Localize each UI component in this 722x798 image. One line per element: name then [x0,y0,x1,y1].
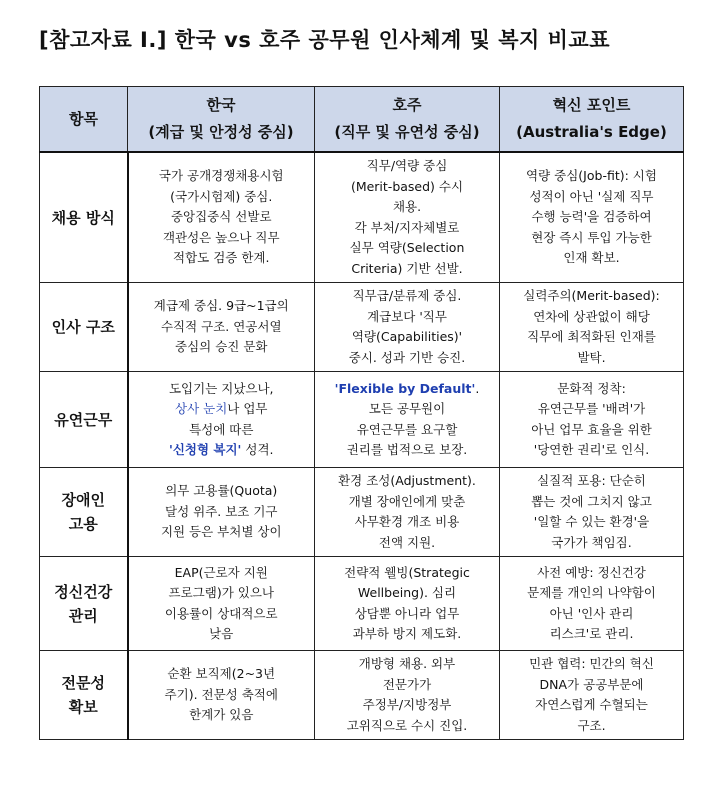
cell-line: 전략적 웰빙(Strategic [344,564,470,580]
table-header [40,87,684,153]
header-row [40,87,684,153]
cell-line: 각 부처/지자체별로 [354,219,460,235]
header-australia [315,87,500,153]
cell-line: 주정부/지방정부 [362,697,452,712]
row-item-label: 전문성 [61,674,105,692]
cell-line: 객관성은 높으나 직무 [162,229,280,245]
row-item-cell [40,557,128,651]
cell-line: 프로그램)가 있으나 [168,585,274,600]
table-row-flexible-work [40,372,684,468]
cell-line: 환경 조성(Adjustment). [338,473,476,488]
korea-cell [128,283,315,372]
cell-line: (Merit-based) 수시 [350,178,464,194]
australia-cell [315,152,500,283]
korea-cell [128,152,315,283]
cell-line: 낮음 [209,626,234,641]
row-item-label: 확보 [68,698,98,716]
row-item-cell [40,651,128,740]
table-row-personnel-structure [40,283,684,372]
header-australia-title: 호주 [392,96,422,114]
cell-line: 전액 지원. [378,534,436,550]
innovation-cell [500,468,684,557]
cell-line: 특성에 따른 [189,421,254,437]
cell-line: 문제를 개인의 나약함이 [527,585,656,600]
cell-line: 의무 고용률(Quota) [165,483,278,499]
cell-line: 중심의 승진 문화 [175,339,268,355]
australia-cell [315,283,500,372]
cell-line: 전문가가 [382,676,432,692]
row-item-label: 인사 구조 [51,318,115,336]
header-innovation-title: 혁신 포인트 [552,96,631,114]
cell-line: 과부하 방지 제도화. [352,626,462,641]
cell-line: 중앙집중식 선발로 [170,209,272,225]
cell-line: 사전 예방: 정신건강 [537,564,646,580]
header-australia-subtitle: (직무 및 유연성 중심) [334,123,480,141]
cell-line: 인재 확보. [563,250,620,266]
table-row-expertise [40,651,684,740]
innovation-cell [500,283,684,372]
korea-cell [128,651,315,740]
cell-line: 유연근무를 요구할 [356,421,458,437]
cell-line: Wellbeing). 심리 [357,585,457,600]
cell-line: 채용. [392,199,422,214]
cell-line: 직무에 최적화된 인재를 [527,329,656,344]
cell-line: 직무급/분류제 중심. [352,288,462,303]
cell-line: 실무 역량(Selection [349,240,465,255]
row-item-label: 정신건강 [54,582,113,601]
header-item-label: 항목 [69,109,98,128]
row-item-label: 채용 방식 [51,208,115,227]
cell-line: 발탁. [577,349,606,365]
cell-line: 국가 공개경쟁채용시험 [158,168,284,184]
innovation-cell [500,651,684,740]
cell-line: 고위직으로 수시 진입. [346,717,468,733]
cell-line: 도입기는 지났으나, [168,380,274,396]
row-item-label: 유연근무 [54,410,113,429]
row-item-cell [40,152,128,283]
cell-line: 달성 위주. 보조 기구 [165,503,278,519]
highlight-text: '신청형 복지' [169,442,242,457]
cell-line: 이용률이 상대적으로 [164,605,278,621]
header-innovation-subtitle: (Australia's Edge) [516,123,667,141]
table-row-disability-employment [40,468,684,557]
cell-line: DNA가 공공부문에 [539,676,644,692]
australia-cell [315,372,500,468]
innovation-cell [500,557,684,651]
cell-line: 아닌 '인사 관리 [549,605,634,621]
cell-line [321,379,493,400]
cell-line: EAP(근로자 지원 [174,564,268,580]
cell-line: 성적이 아닌 '실제 직무 [529,188,654,204]
australia-cell [315,468,500,557]
cell-line: 직무/역량 중심 [366,158,448,173]
cell-line: 수직적 구조. 연공서열 [160,318,282,334]
table-row-mental-health [40,557,684,651]
cell-line: 한계가 있음 [189,707,254,723]
cell-line: 사무환경 개조 비용 [354,514,460,529]
cell-line: Criteria) 기반 선발. [351,260,463,276]
highlight-text: 'Flexible by Default' [334,380,476,396]
cell-line: 연차에 상관없이 해당 [533,308,650,324]
cell-line: 권리를 법적으로 보장. [346,442,468,457]
cell-text: 성격. [241,442,274,457]
cell-line: '당연한 권리'로 인식. [533,442,650,457]
australia-cell [315,651,500,740]
cell-line: 국가가 책임짐. [551,534,632,550]
cell-line: 뽑는 것에 그치지 않고 [531,493,652,509]
table-row-recruitment [40,152,684,283]
cell-line: 민관 협력: 민간의 혁신 [529,656,654,671]
highlight-text: 상사 눈치 [175,401,228,416]
cell-line: 유연근무를 '배려'가 [537,401,646,416]
australia-cell [315,557,500,651]
innovation-cell [500,152,684,283]
row-item-label: 관리 [68,606,98,625]
row-item-cell [40,283,128,372]
korea-cell [128,372,315,468]
cell-line: 자연스럽게 수혈되는 [535,697,648,712]
korea-cell [128,557,315,651]
cell-text: . [475,380,480,396]
cell-line: 현장 즉시 투입 가능한 [531,229,652,245]
cell-line: 적합도 검증 한계. [173,250,270,266]
cell-line: 순환 보직제(2~3년 [167,666,276,682]
korea-cell [128,468,315,557]
cell-line: 중시. 성과 기반 승진. [348,349,466,365]
cell-line: 아닌 업무 효율을 위한 [531,421,652,437]
cell-line: 개방형 채용. 외부 [358,656,456,671]
cell-line: 상담뿐 아니라 업무 [354,605,460,621]
cell-text: 나 업무 [227,401,268,416]
row-item-label: 장애인 [61,491,105,509]
cell-line: 구조. [577,717,606,733]
row-item-label: 고용 [68,515,98,533]
cell-line: 역량 중심(Job-fit): 시험 [526,168,657,184]
cell-line: 문화적 정착: [557,380,626,396]
innovation-cell [500,372,684,468]
document-title: [참고자료 Ⅰ.] 한국 vs 호주 공무원 인사체계 및 복지 비교표 [39,28,610,52]
cell-line: 리스크'로 관리. [549,626,634,641]
comparison-table [39,86,684,740]
header-korea-title: 한국 [206,96,236,114]
header-korea-subtitle: (계급 및 안정성 중심) [148,123,294,141]
cell-line: 실력주의(Merit-based): [523,288,660,303]
cell-line [135,399,309,420]
cell-line: 계급보다 '직무 [367,308,447,324]
cell-line: 실질적 포용: 단순히 [537,473,646,488]
header-item [40,87,128,153]
cell-line: 지원 등은 부처별 상이 [160,524,282,540]
cell-line: 개별 장애인에게 맞춘 [348,493,466,509]
cell-line: 모든 공무원이 [368,401,446,416]
cell-line: 주기). 전문성 축적에 [164,686,278,702]
cell-line: (국가시험제) 중심. [170,188,273,204]
cell-line: 계급제 중심. 9급~1급의 [153,298,289,314]
header-innovation [500,87,684,153]
row-item-cell [40,468,128,557]
header-korea [128,87,315,153]
cell-line: 역량(Capabilities)' [351,329,463,344]
cell-line: '일할 수 있는 환경'을 [533,514,650,529]
cell-line: 수행 능력'을 검증하여 [531,209,652,225]
row-item-cell [40,372,128,468]
cell-line [135,440,309,461]
